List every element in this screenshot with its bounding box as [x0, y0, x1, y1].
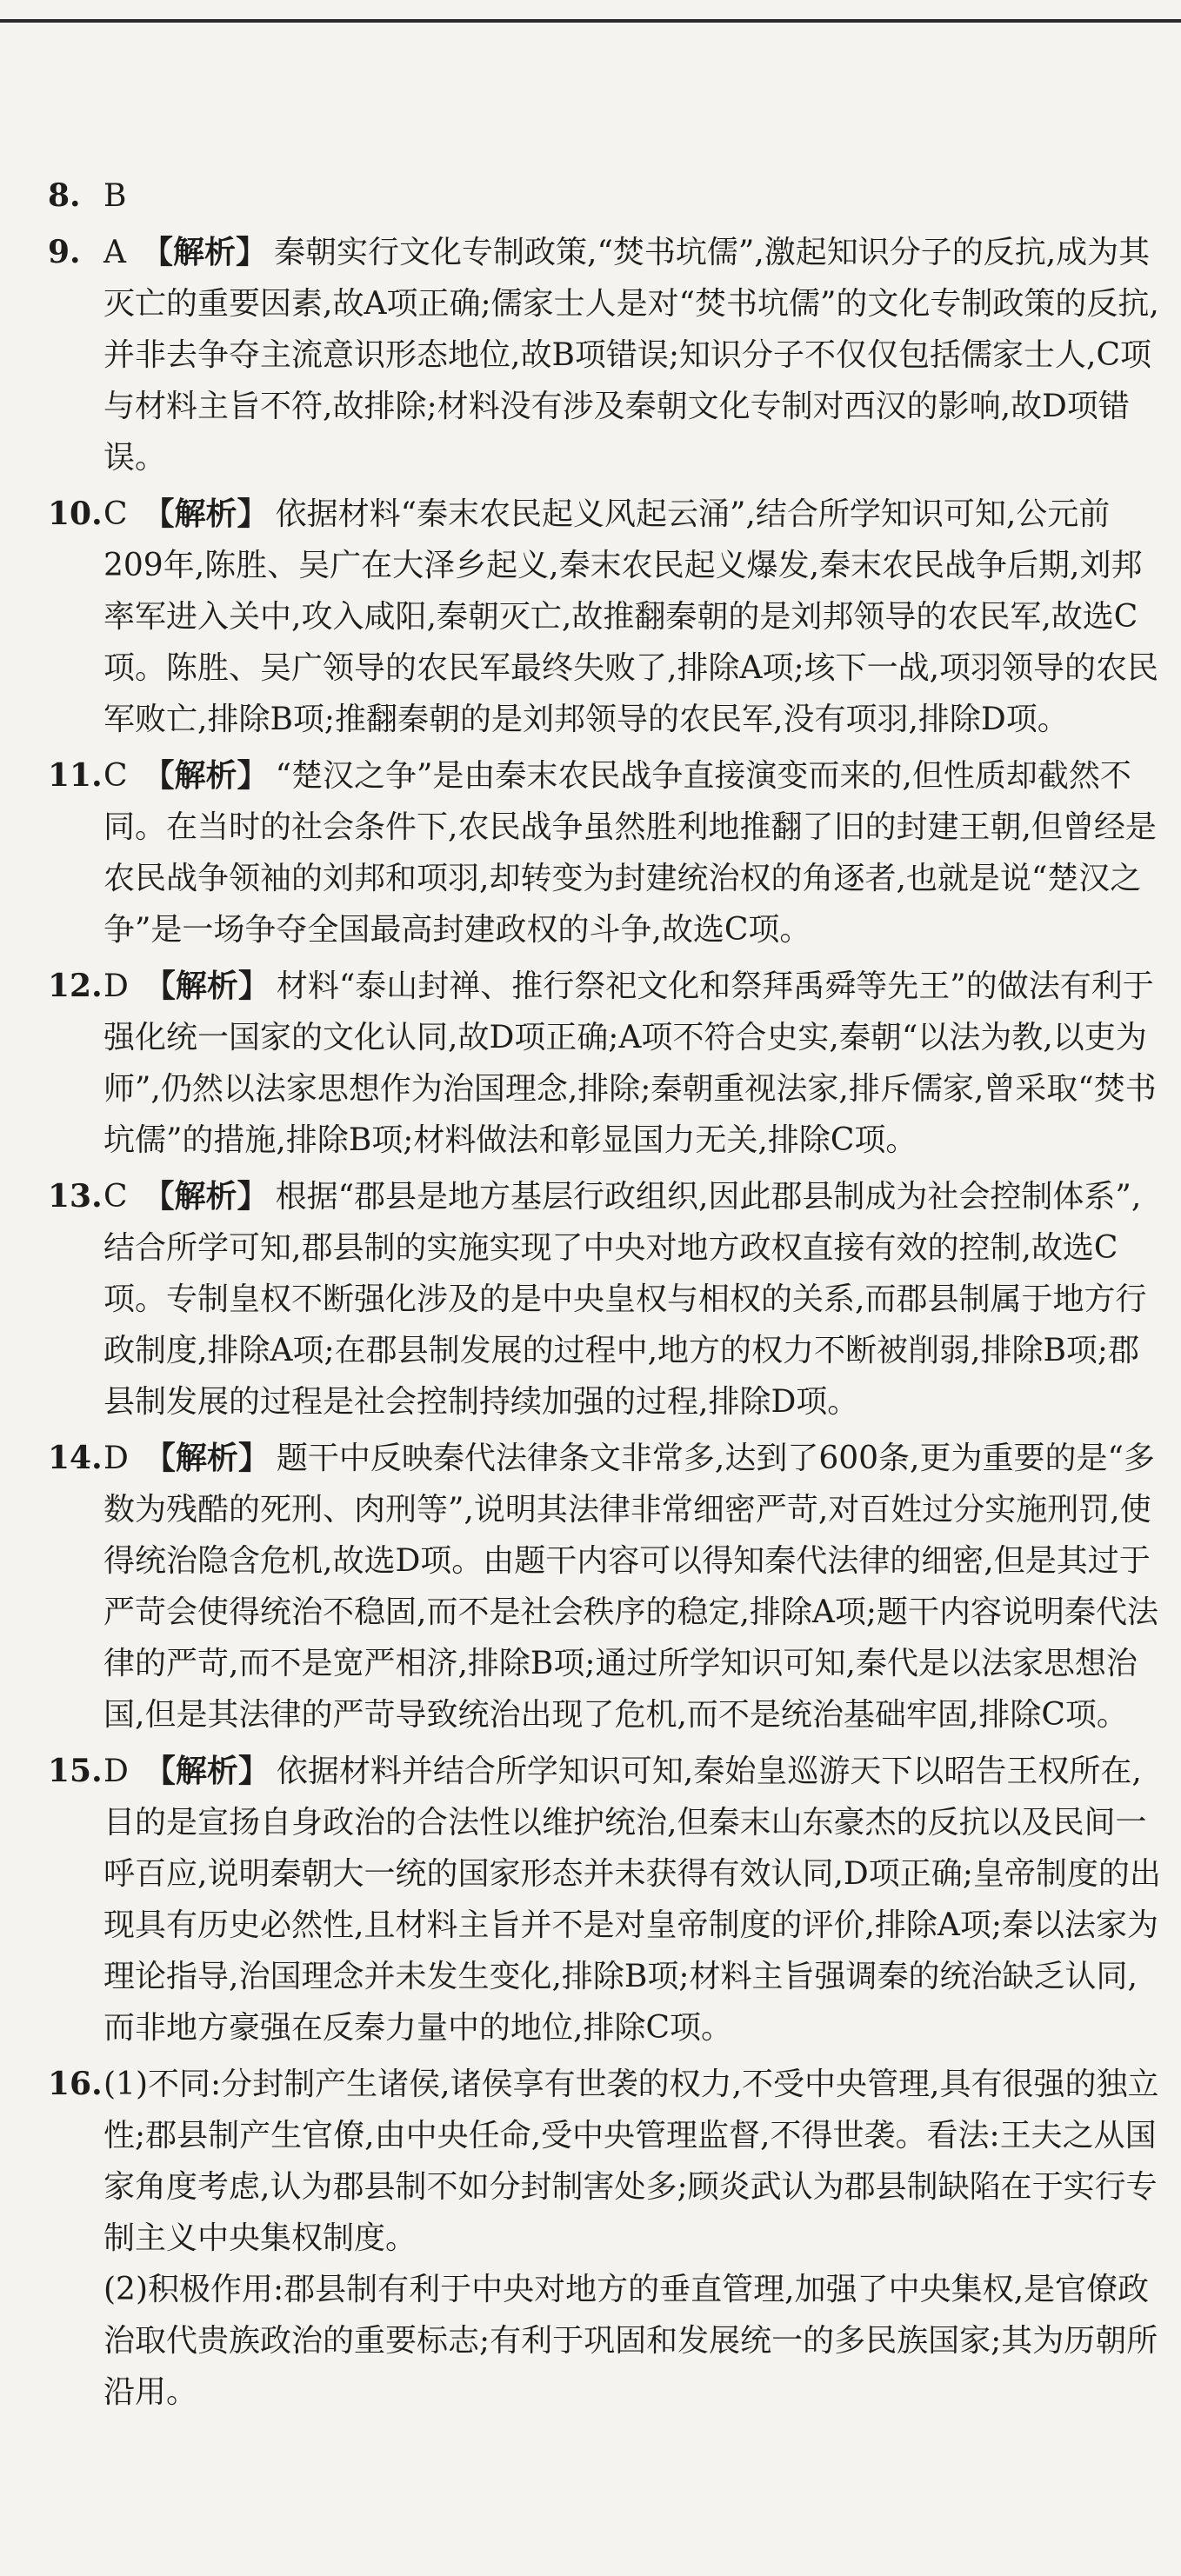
answer-item-8 [48, 170, 1161, 222]
answer-item-12 [48, 961, 1161, 1166]
item-answer: B [103, 178, 127, 214]
analysis-tag: 【解析】 [143, 1440, 270, 1476]
item-answer: C [103, 1179, 128, 1215]
top-rule [0, 19, 1181, 23]
item-answer: D [103, 968, 129, 1004]
answer-item-10 [48, 489, 1161, 745]
answer-item-14 [48, 1433, 1161, 1741]
item-answer: D [103, 1754, 129, 1789]
analysis-tag: 【解析】 [142, 234, 268, 270]
answer-item-9 [48, 227, 1161, 483]
analysis-tag: 【解析】 [143, 1753, 270, 1789]
item-number: 9. [48, 234, 81, 270]
item-16-part-1: (1)不同:分封制产生诸侯,诸侯享有世袭的权力,不受中央管理,具有很强的独立性;郡县制产生官僚,由中央任命,受中央管理监督,不得世袭。看法:王夫之从国家角度考虑,认为郡县制不如分封制害处多;顾炎武认为郡县制缺陷在于实行专制主义中央集权制度。 [103, 2067, 1159, 2256]
item-text: “楚汉之争”是由秦末农民战争直接演变而来的,但性质却截然不同。在当时的社会条件下,农民战争虽然胜利地推翻了旧的封建王朝,但曾经是农民战争领袖的刘邦和项羽,却转变为封建统治权的角逐者,也就是说“楚汉之争”是一场争夺全国最高封建政权的斗争,故选C项。 [103, 758, 1157, 948]
item-number: 16. [48, 2066, 103, 2102]
item-text: 题干中反映秦代法律条文非常多,达到了600条,更为重要的是“多数为残酷的死刑、肉刑等”,说明其法律非常细密严苛,对百姓过分实施刑罚,使得统治隐含危机,故选D项。由题干内容可以得知秦代法律的细密,但是其过于严苛会使得统治不稳固,而不是社会秩序的稳定,排除A项;题干内容说明秦代法律的严苛,而不是宽严相济,排除B项;通过所学知识可知,秦代是以法家思想治国,但是其法律的严苛导致统治出现了危机,而不是统治基础牢固,排除C项。 [103, 1441, 1159, 1733]
item-answer: D [103, 1441, 129, 1476]
item-text: 根据“郡县是地方基层行政组织,因此郡县制成为社会控制体系”,结合所学可知,郡县制的实施实现了中央对地方政权直接有效的控制,故选C项。专制皇权不断强化涉及的是中央皇权与相权的关系,而郡县制属于地方行政制度,排除A项;在郡县制发展的过程中,地方的权力不断被削弱,排除B项;郡县制发展的过程是社会控制持续加强的过程,排除D项。 [103, 1179, 1147, 1420]
answer-item-13 [48, 1171, 1161, 1428]
answer-item-11 [48, 750, 1161, 955]
answer-list [48, 170, 1161, 2423]
item-text: 依据材料并结合所学知识可知,秦始皇巡游天下以昭告王权所在,目的是宣扬自身政治的合法性以维护统治,但秦末山东豪杰的反抗以及民间一呼百应,说明秦朝大一统的国家形态并未获得有效认同,D项正确;皇帝制度的出现具有历史必然性,且材料主旨并不是对皇帝制度的评价,排除A项;秦以法家为理论指导,治国理念并未发生变化,排除B项;材料主旨强调秦的统治缺乏认同,而非地方豪强在反秦力量中的地位,排除C项。 [103, 1754, 1161, 2046]
item-number: 8. [48, 177, 81, 214]
item-number: 13. [48, 1178, 103, 1215]
answer-item-15 [48, 1746, 1161, 2053]
analysis-tag: 【解析】 [143, 496, 269, 532]
analysis-tag: 【解析】 [143, 968, 270, 1004]
item-number: 11. [48, 757, 103, 794]
item-number: 10. [48, 496, 103, 532]
item-number: 12. [48, 968, 103, 1004]
item-text: 秦朝实行文化专制政策,“焚书坑儒”,激起知识分子的反抗,成为其灭亡的重要因素,故A项正确;儒家士人是对“焚书坑儒”的文化专制政策的反抗,并非去争夺主流意识形态地位,故B项错误;知识分子不仅仅包括儒家士人,C项与材料主旨不符,故排除;材料没有涉及秦朝文化专制对西汉的影响,故D项错误。 [103, 235, 1159, 476]
item-16-part-2: (2)积极作用:郡县制有利于中央对地方的垂直管理,加强了中央集权,是官僚政治取代贵族政治的重要标志;有利于巩固和发展统一的多民族国家;其为历朝所沿用。 [103, 2272, 1158, 2410]
item-answer: A [103, 235, 126, 270]
item-answer: C [103, 758, 128, 794]
analysis-tag: 【解析】 [143, 1178, 269, 1215]
analysis-tag: 【解析】 [143, 757, 269, 794]
item-answer: C [103, 496, 128, 532]
item-text: 材料“泰山封禅、推行祭祀文化和祭拜禹舜等先王”的做法有利于强化统一国家的文化认同,故D项正确;A项不符合史实,秦朝“以法为教,以吏为师”,仍然以法家思想作为治国理念,排除;秦朝重视法家,排斥儒家,曾采取“焚书坑儒”的措施,排除B项;材料做法和彰显国力无关,排除C项。 [103, 968, 1157, 1158]
answer-item-16 [48, 2059, 1161, 2418]
item-number: 14. [48, 1440, 103, 1476]
item-text: 依据材料“秦末农民起义风起云涌”,结合所学知识可知,公元前209年,陈胜、吴广在大泽乡起义,秦末农民起义爆发,秦末农民战争后期,刘邦率军进入关中,攻入咸阳,秦朝灭亡,故推翻秦朝的是刘邦领导的农民军,故选C项。陈胜、吴广领导的农民军最终失败了,排除A项;垓下一战,项羽领导的农民军败亡,排除B项;推翻秦朝的是刘邦领导的农民军,没有项羽,排除D项。 [103, 496, 1159, 737]
item-number: 15. [48, 1753, 103, 1789]
